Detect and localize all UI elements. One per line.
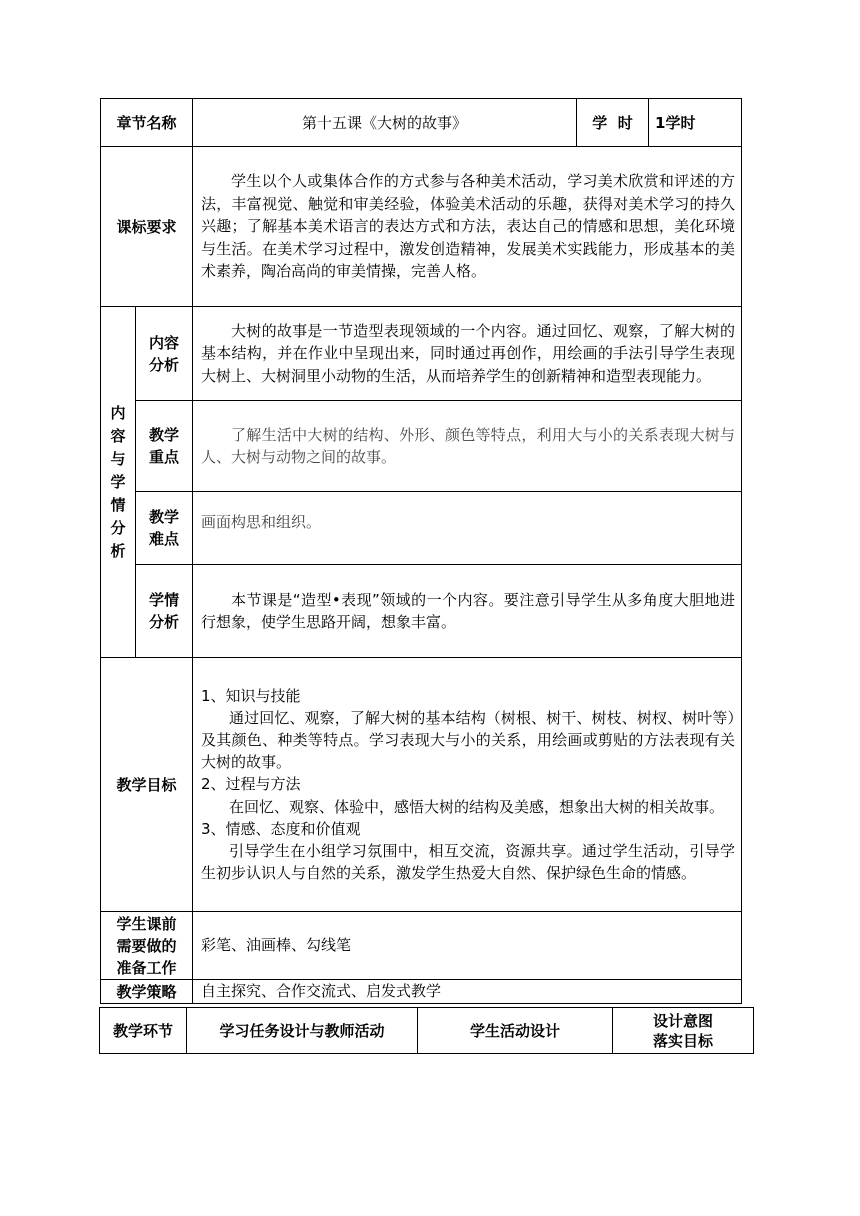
label-line: 难点 bbox=[149, 530, 180, 548]
key-points-label bbox=[136, 401, 193, 492]
student-analysis-text: 本节课是“造型•表现”领域的一个内容。要注意引导学生从多角度大胆地进行想象，使学生思路开阔，想象丰富。 bbox=[193, 565, 742, 658]
teaching-process-header-table bbox=[99, 1007, 754, 1054]
difficulty-text: 画面构思和组织。 bbox=[193, 492, 742, 565]
objectives-text bbox=[193, 658, 742, 912]
label-line: 分析 bbox=[149, 613, 180, 631]
label-line: 教学 bbox=[149, 426, 180, 444]
group-char: 容 bbox=[110, 426, 126, 445]
group-char: 学 bbox=[110, 472, 126, 491]
key-points-row bbox=[101, 401, 742, 492]
group-char: 析 bbox=[110, 541, 126, 560]
label-line: 设计意图 bbox=[652, 1011, 713, 1030]
label-line: 学情 bbox=[149, 591, 180, 609]
label-line: 学生课前 bbox=[116, 914, 177, 933]
strategy-row bbox=[101, 980, 742, 1004]
label-line: 分析 bbox=[149, 355, 180, 374]
objective-text-2: 在回忆、观察、体验中，感悟大树的结构及美感，想象出大树的相关故事。 bbox=[229, 797, 725, 816]
col-design-intent bbox=[613, 1008, 754, 1054]
key-points-text: 了解生活中大树的结构、外形、颜色等特点，利用大与小的关系表现大树与人、大树与动物之间的故事。 bbox=[193, 401, 742, 492]
strategy-label: 教学策略 bbox=[101, 980, 193, 1004]
chapter-title: 第十五课《大树的故事》 bbox=[193, 99, 577, 147]
content-analysis-label bbox=[136, 307, 193, 401]
label-line: 落实目标 bbox=[652, 1031, 713, 1050]
chapter-row bbox=[101, 99, 742, 147]
col-teacher-activity: 学习任务设计与教师活动 bbox=[187, 1008, 418, 1054]
curriculum-label: 课标要求 bbox=[101, 147, 193, 307]
content-analysis-text: 大树的故事是一节造型表现领域的一个内容。通过回忆、观察，了解大树的基本结构，并在作业中呈现出来，同时通过再创作，用绘画的手法引导学生表现大树上、大树洞里小动物的生活，从而培养学生的创新精神和造型表现能力。 bbox=[193, 307, 742, 401]
objectives-row bbox=[101, 658, 742, 912]
strategy-text: 自主探究、合作交流式、启发式教学 bbox=[193, 980, 742, 1004]
label-line: 需要做的 bbox=[116, 936, 177, 955]
objective-heading-1: 1、知识与技能 bbox=[201, 686, 301, 705]
lesson-plan-table bbox=[100, 98, 742, 1004]
objectives-label: 教学目标 bbox=[101, 658, 193, 912]
chapter-label: 章节名称 bbox=[101, 99, 193, 147]
col-teaching-stage: 教学环节 bbox=[100, 1008, 187, 1054]
label-line: 内容 bbox=[149, 333, 180, 352]
objective-heading-2: 2、过程与方法 bbox=[201, 775, 301, 794]
col-student-activity: 学生活动设计 bbox=[418, 1008, 613, 1054]
content-analysis-row bbox=[101, 307, 742, 401]
group-char: 情 bbox=[110, 495, 126, 514]
analysis-group-label bbox=[101, 307, 136, 658]
curriculum-row bbox=[101, 147, 742, 307]
preparation-text: 彩笔、油画棒、勾线笔 bbox=[193, 912, 742, 980]
group-char: 与 bbox=[110, 449, 126, 468]
process-header-row bbox=[100, 1008, 754, 1054]
group-char: 分 bbox=[110, 518, 126, 537]
hours-value: 1学时 bbox=[649, 99, 742, 147]
curriculum-text: 学生以个人或集体合作的方式参与各种美术活动，学习美术欣赏和评述的方法，丰富视觉、触觉和审美经验，体验美术活动的乐趣，获得对美术学习的持久兴趣；了解基本美术语言的表达方式和方法，表达自己的情感和思想，美化环境与生活。在美术学习过程中，激发创造精神，发展美术实践能力，形成基本的美术素养，陶冶高尚的审美情操，完善人格。 bbox=[193, 147, 742, 307]
label-line: 重点 bbox=[149, 448, 180, 466]
student-analysis-row bbox=[101, 565, 742, 658]
preparation-label bbox=[101, 912, 193, 980]
preparation-row bbox=[101, 912, 742, 980]
difficulty-label bbox=[136, 492, 193, 565]
group-char: 内 bbox=[110, 403, 126, 422]
objective-heading-3: 3、情感、态度和价值观 bbox=[201, 819, 361, 838]
difficulty-row bbox=[101, 492, 742, 565]
hours-label: 学 时 bbox=[577, 99, 649, 147]
student-analysis-label bbox=[136, 565, 193, 658]
objective-text-1: 通过回忆、观察，了解大树的基本结构（树根、树干、树枝、树杈、树叶等）及其颜色、种类等特点。学习表现大与小的关系，用绘画或剪贴的方法表现有关大树的故事。 bbox=[201, 708, 736, 772]
label-line: 教学 bbox=[149, 508, 180, 526]
label-line: 准备工作 bbox=[116, 958, 177, 977]
objective-text-3: 引导学生在小组学习氛围中，相互交流，资源共享。通过学生活动，引导学生初步认识人与自然的关系，激发学生热爱大自然、保护绿色生命的情感。 bbox=[201, 842, 736, 883]
